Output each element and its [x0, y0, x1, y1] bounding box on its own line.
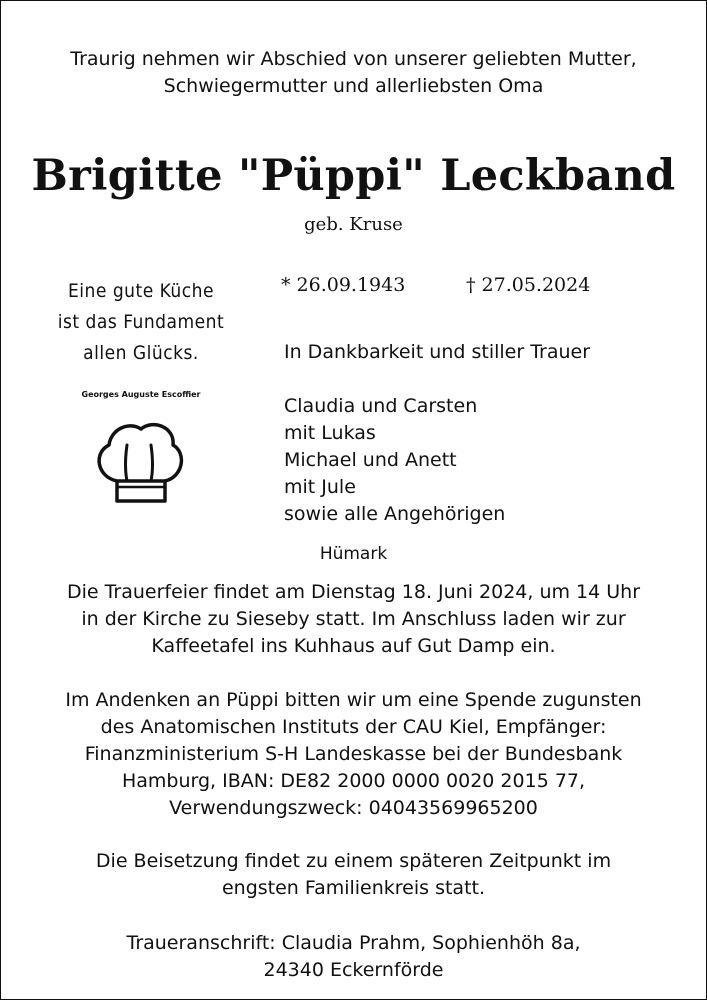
donation-line: Im Andenken an Püppi bitten wir um eine Spende zugunsten — [65, 689, 642, 711]
ceremony-line: Die Trauerfeier findet am Dienstag 18. Juni 2024, um 14 Uhr — [66, 581, 641, 603]
address-line: Traueranschrift: Claudia Prahm, Sophienhöh 8a, — [126, 932, 581, 954]
place-name: Hümark — [319, 544, 388, 564]
ceremony-line: in der Kirche zu Sieseby statt. Im Anschluss laden wir zur — [81, 608, 626, 630]
donation-line: Verwendungszweck: 04043569965200 — [169, 797, 538, 819]
intro-line: Schwiegermutter und allerliebsten Oma — [163, 75, 544, 97]
ceremony-info — [1, 579, 706, 660]
address-line: 24340 Eckernförde — [263, 959, 444, 981]
family-list — [284, 393, 505, 528]
burial-info — [1, 848, 706, 902]
family-line: Michael und Anett — [284, 449, 457, 471]
donation-line: des Anatomischen Instituts der CAU Kiel, Empfänger: — [100, 716, 607, 738]
family-line: sowie alle Angehörigen — [284, 503, 506, 525]
quote — [41, 276, 241, 369]
donation-info — [1, 687, 706, 822]
death-date: † 27.05.2024 — [466, 274, 591, 296]
quote-line: allen Glücks. — [83, 342, 199, 364]
mourning-address — [1, 930, 706, 984]
donation-line: Finanzministerium S-H Landeskasse bei der Bundesbank — [84, 743, 623, 765]
quote-author: Georges Auguste Escoffier — [81, 390, 201, 399]
burial-line: engsten Familienkreis statt. — [221, 877, 486, 899]
quote-line: ist das Fundament — [57, 311, 225, 333]
family-line: Claudia und Carsten — [284, 395, 478, 417]
burial-line: Die Beisetzung findet zu einem späteren Zeitpunkt im — [95, 850, 612, 872]
birth-date: * 26.09.1943 — [281, 274, 406, 296]
deceased-name: Brigitte "Püppi" Leckband — [31, 151, 676, 201]
chef-hat-icon — [89, 415, 189, 515]
intro-line: Traurig nehmen wir Abschied von unserer geliebten Mutter, — [70, 48, 637, 70]
donation-line: Hamburg, IBAN: DE82 2000 0000 0020 2015 77, — [121, 770, 586, 792]
ceremony-line: Kaffeetafel ins Kuhhaus auf Gut Damp ein. — [151, 635, 556, 657]
mourning-line: In Dankbarkeit und stiller Trauer — [284, 341, 591, 363]
born-name: geb. Kruse — [304, 214, 403, 235]
family-line: mit Lukas — [284, 422, 376, 444]
family-line: mit Jule — [284, 476, 356, 498]
intro-text — [1, 46, 706, 100]
quote-line: Eine gute Küche — [67, 280, 215, 302]
